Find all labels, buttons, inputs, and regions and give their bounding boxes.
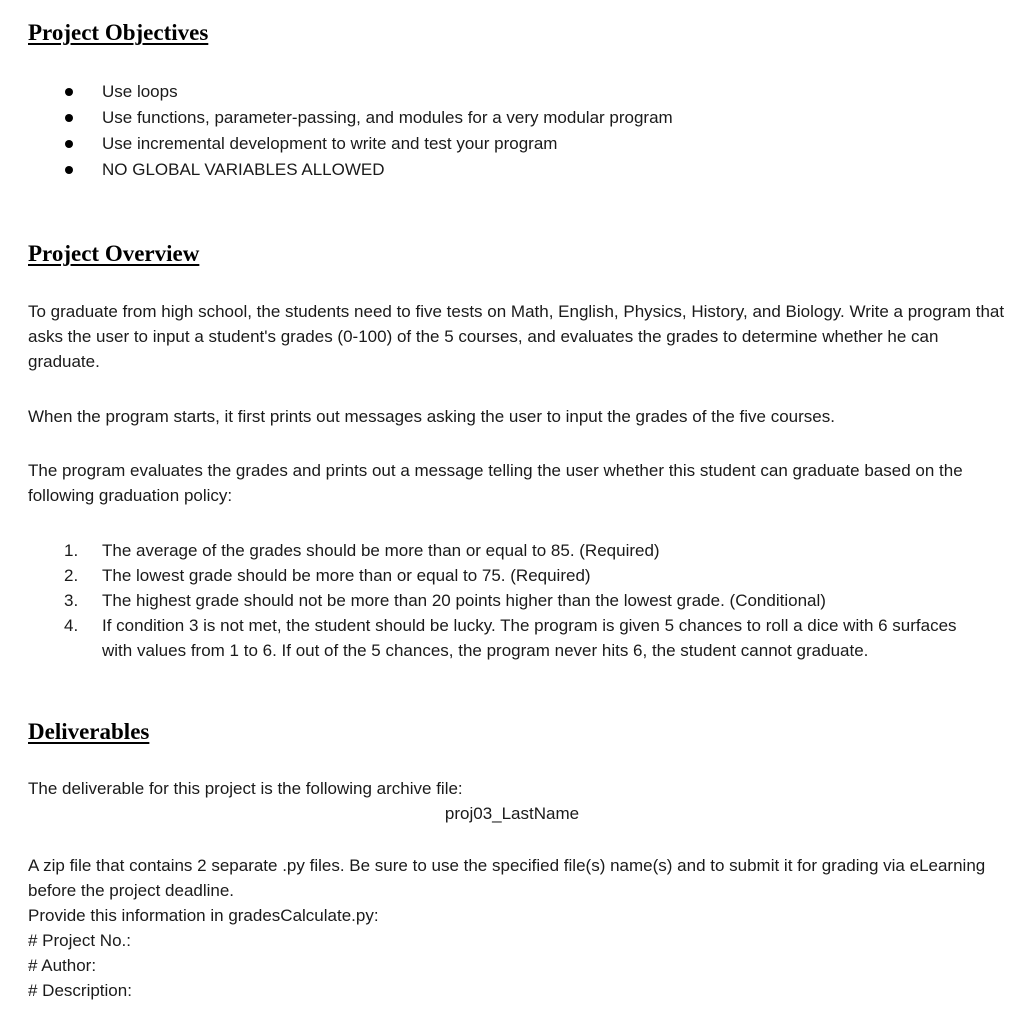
document-page: Project Objectives Use loops Use functions, parameter-passing, and modules for a very modular program Use incremental development to write and test your program NO GLOBAL VARIABLES ALLOWED Project Overview To graduate from high school, the students need to five tests on Math, English, Physics, History, and Biology. Write a program that asks the user to input a student's grades (0-100) of the 5 courses, and evaluates the grades to determine whether he can graduate. When the program starts, it first prints out messages asking the user to input the grades of the five courses. The program evaluates the grades and prints out a message telling the user whether this student can graduate based on the following graduation policy: 1. The average of the grades should be more than or equal to 85. (Required) 2. The lowest grade should be more than or equal to 75. (Required) 3. The highest grade should not be more than 20 points higher than the lowest grade. (Conditional) 4. If condition 3 is not met, the student should be lucky. The program is given 5 chances to roll a dice with 6 surfaces with values from 1 to 6. If out of the 5 chances, the program never hits 6, the student cannot graduate. Deliverables The deliverable for this project is the following archive file: proj03_LastName A zip file that contains 2 separate .py files. Be sure to use the specified file(s) name(s) and to submit it for grading via eLearning before the project deadline. Provide this information in gradesCalculate.py: # Project No.: # Author: # Description: (0, 0, 1024, 1020)
overview-paragraph-3: The program evaluates the grades and prints out a message telling the user whether this student can graduate based on the following graduation policy: (28, 461, 963, 505)
deliverables-intro: The deliverable for this project is the following archive file: (28, 779, 463, 798)
file-header-comments (28, 928, 132, 1003)
list-item: 4. If condition 3 is not met, the student should be lucky. The program is given 5 chances to roll a dice with 6 surfaces with values from 1 to 6. If out of the 5 chances, the program never hits 6, the student cannot graduate. (64, 616, 957, 660)
objectives-heading: Project Objectives (28, 20, 209, 45)
overview-paragraph-1: To graduate from high school, the students need to five tests on Math, English, Physics, History, and Biology. Write a program that asks the user to input a student's grades (0-100) of the 5 courses, and evaluates the grades to determine whether he can graduate. (28, 302, 1005, 371)
list-item: 1. The average of the grades should be more than or equal to 85. (Required) (64, 541, 660, 560)
list-item: 2. The lowest grade should be more than or equal to 75. (Required) (64, 566, 591, 585)
overview-paragraph-2: When the program starts, it first prints out messages asking the user to input the grades of the five courses. (28, 407, 835, 426)
comment-line-author: # Author: (28, 956, 97, 975)
bullet-icon (65, 140, 73, 148)
bullet-icon (65, 114, 73, 122)
archive-filename: proj03_LastName (444, 804, 580, 823)
overview-heading: Project Overview (28, 241, 200, 266)
provide-info-text: Provide this information in gradesCalculate.py: (28, 906, 379, 925)
comment-line-project-no: # Project No.: (28, 931, 131, 950)
deliverables-heading: Deliverables (28, 719, 150, 744)
graduation-policy-list (0, 538, 1024, 663)
comment-line-description: # Description: (28, 981, 132, 1000)
zip-instructions: A zip file that contains 2 separate .py files. Be sure to use the specified file(s) name(s) and to submit it for grading via eLearning before the project deadline. (28, 856, 986, 900)
list-item: 3. The highest grade should not be more than 20 points higher than the lowest grade. (Conditional) (64, 591, 826, 610)
bullet-icon (65, 166, 73, 174)
bullet-icon (65, 88, 73, 96)
